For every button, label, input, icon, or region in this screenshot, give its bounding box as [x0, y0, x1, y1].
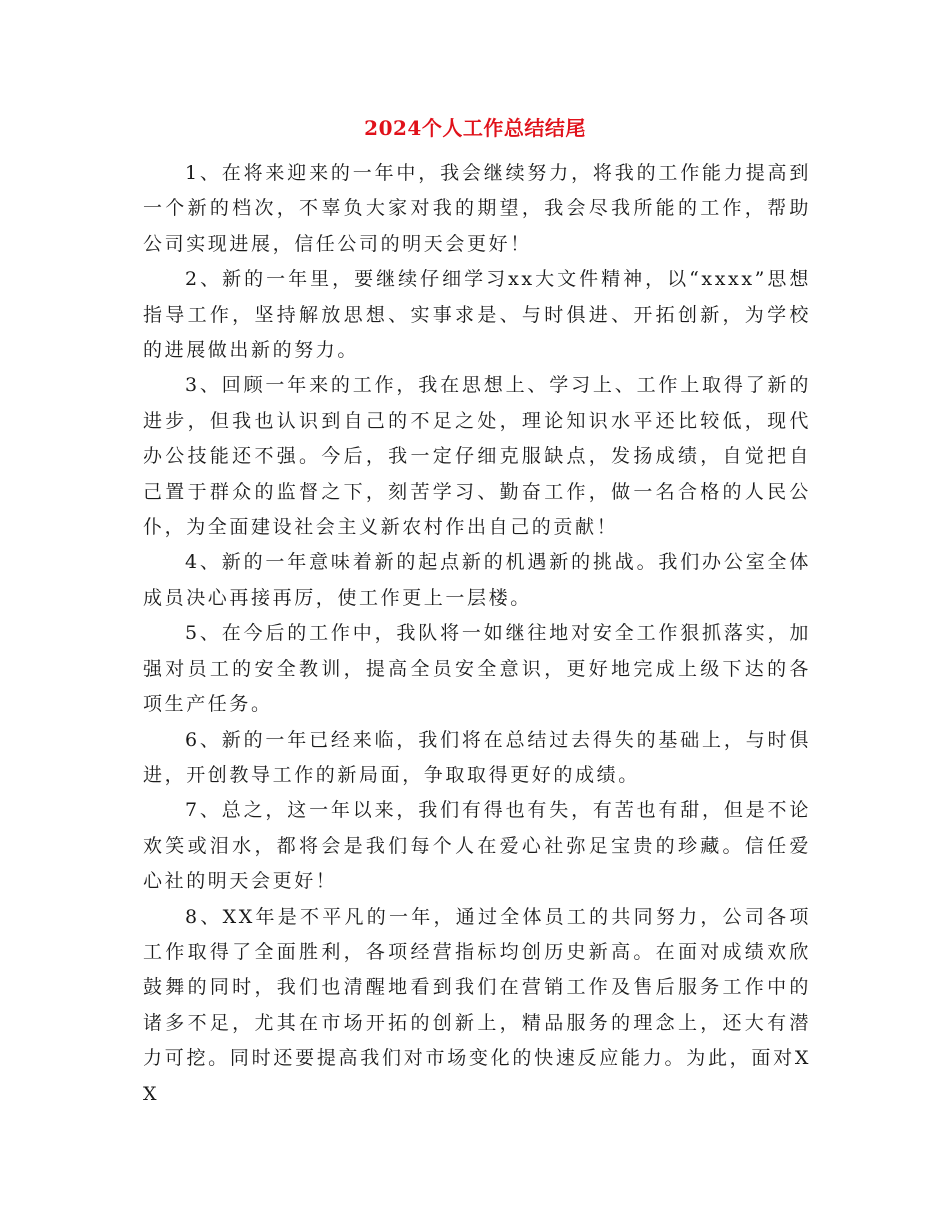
paragraph-4: 4、新的一年意味着新的起点新的机遇新的挑战。我们办公室全体成员决心再接再厉，使工作更上一层楼。	[143, 551, 811, 609]
document-title: 2024个人工作总结结尾	[364, 116, 586, 140]
paragraph-1: 1、在将来迎来的一年中，我会继续努力，将我的工作能力提高到一个新的档次，不辜负大家对我的期望，我会尽我所能的工作，帮助公司实现进展，信任公司的明天会更好！	[143, 162, 811, 255]
paragraph-6: 6、新的一年已经来临，我们将在总结过去得失的基础上，与时俱进，开创教导工作的新局面，争取取得更好的成绩。	[143, 728, 811, 786]
document-body	[143, 156, 811, 1112]
paragraph-8: 8、XX年是不平凡的一年，通过全体员工的共同努力，公司各项工作取得了全面胜利，各项经营指标均创历史新高。在面对成绩欢欣鼓舞的同时，我们也清醒地看到我们在营销工作及售后服务工作中的诸多不足，尤其在市场开拓的创新上，精品服务的理念上，还大有潜力可挖。同时还要提高我们对市场变化的快速反应能力。为此，面对XX	[143, 905, 811, 1105]
paragraph-2: 2、新的一年里，要继续仔细学习xx大文件精神，以“xxxx”思想指导工作，坚持解放思想、实事求是、与时俱进、开拓创新，为学校的进展做出新的努力。	[143, 268, 811, 362]
paragraph-7: 7、总之，这一年以来，我们有得也有失，有苦也有甜，但是不论欢笑或泪水，都将会是我们每个人在爱心社弥足宝贵的珍藏。信任爱心社的明天会更好！	[143, 799, 811, 893]
paragraph-5: 5、在今后的工作中，我队将一如继往地对安全工作狠抓落实，加强对员工的安全教训，提高全员安全意识，更好地完成上级下达的各项生产任务。	[143, 622, 811, 716]
paragraph-3: 3、回顾一年来的工作，我在思想上、学习上、工作上取得了新的进步，但我也认识到自己的不足之处，理论知识水平还比较低，现代办公技能还不强。今后，我一定仔细克服缺点，发扬成绩，自觉把自己置于群众的监督之下，刻苦学习、勤奋工作，做一名合格的人民公仆，为全面建设社会主义新农村作出自己的贡献！	[143, 374, 811, 539]
